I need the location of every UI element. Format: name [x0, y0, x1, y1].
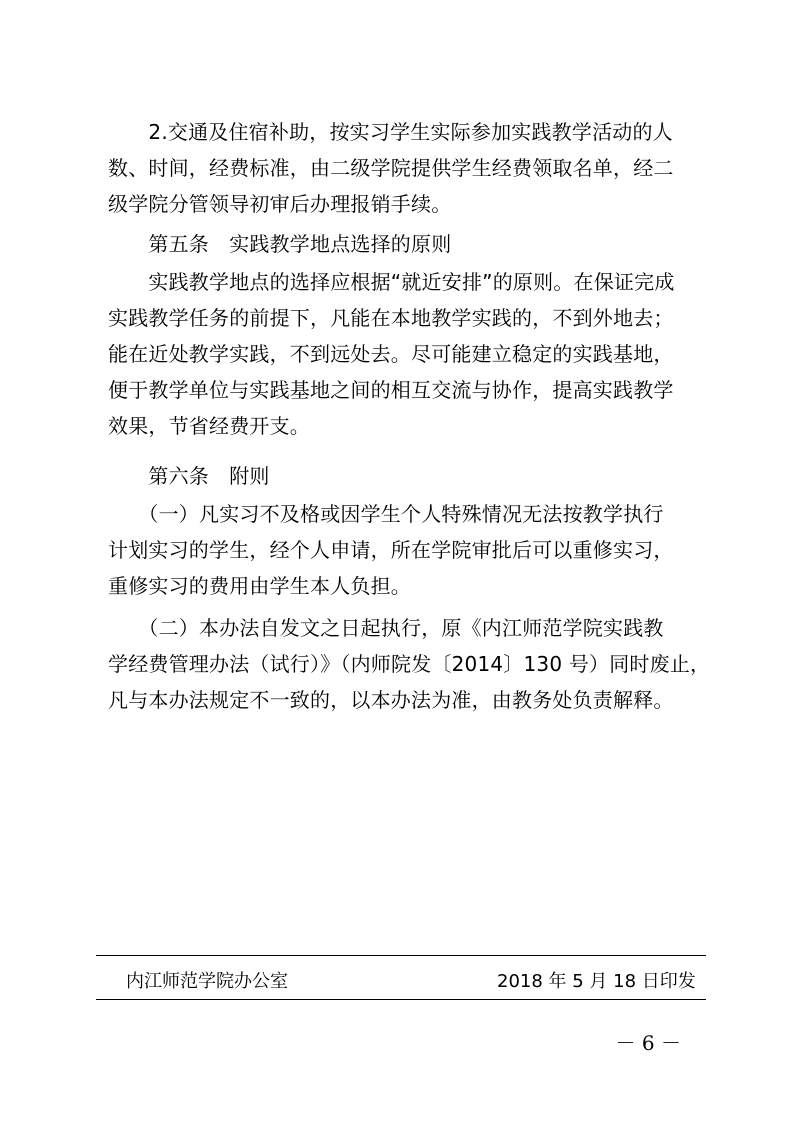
footer-date: 2018 年 5 月 18 日印发: [497, 971, 696, 992]
paragraph-item-2: [108, 610, 711, 718]
text-line: 数、时间，经费标准，由二级学院提供学生经费领取名单，经二: [108, 156, 674, 180]
footer-bottom-rule: [96, 999, 706, 1000]
text-line: 能在近处教学实践，不到远处去。尽可能建立稳定的实践基地，: [108, 342, 674, 366]
text-line: 学经费管理办法（试行）》（内师院发〔2014〕130 号）同时废止，: [108, 652, 711, 676]
footer-issuer: 内江师范学院办公室: [126, 971, 288, 992]
text-line: 第五条 实践教学地点选择的原则: [108, 232, 452, 256]
text-line: 凡与本办法规定不一致的，以本办法为准，由教务处负责解释。: [108, 688, 674, 712]
text-line: 重修实习的费用由学生本人负担。: [108, 574, 411, 598]
text-line: 实践教学地点的选择应根据“就近安排”的原则。在保证完成: [108, 270, 675, 294]
footer-top-rule: [96, 955, 706, 956]
text-line: （一）凡实习不及格或因学生个人特殊情况无法按教学执行: [108, 502, 664, 526]
text-line: 效果，节省经费开支。: [108, 414, 310, 438]
paragraph-item-1: [108, 496, 708, 604]
page-number: － 6 －: [615, 1031, 681, 1055]
text-line: 第六条 附则: [108, 464, 270, 488]
text-line: 实践教学任务的前提下，凡能在本地教学实践的，不到外地去；: [108, 306, 674, 330]
paragraph-transport-subsidy: [108, 114, 708, 222]
text-line: 便于教学单位与实践基地之间的相互交流与协作，提高实践教学: [108, 378, 674, 402]
text-line: 计划实习的学生，经个人申请，所在学院审批后可以重修实习，: [108, 538, 674, 562]
heading-article-5: [108, 226, 708, 262]
paragraph-location-principle: [108, 264, 708, 444]
heading-article-6: [108, 458, 708, 494]
text-line: （二）本办法自发文之日起执行，原《内江师范学院实践教: [108, 616, 664, 640]
text-line: 2.交通及住宿补助，按实习学生实际参加实践教学活动的人: [108, 120, 673, 144]
text-line: 级学院分管领导初审后办理报销手续。: [108, 192, 452, 216]
